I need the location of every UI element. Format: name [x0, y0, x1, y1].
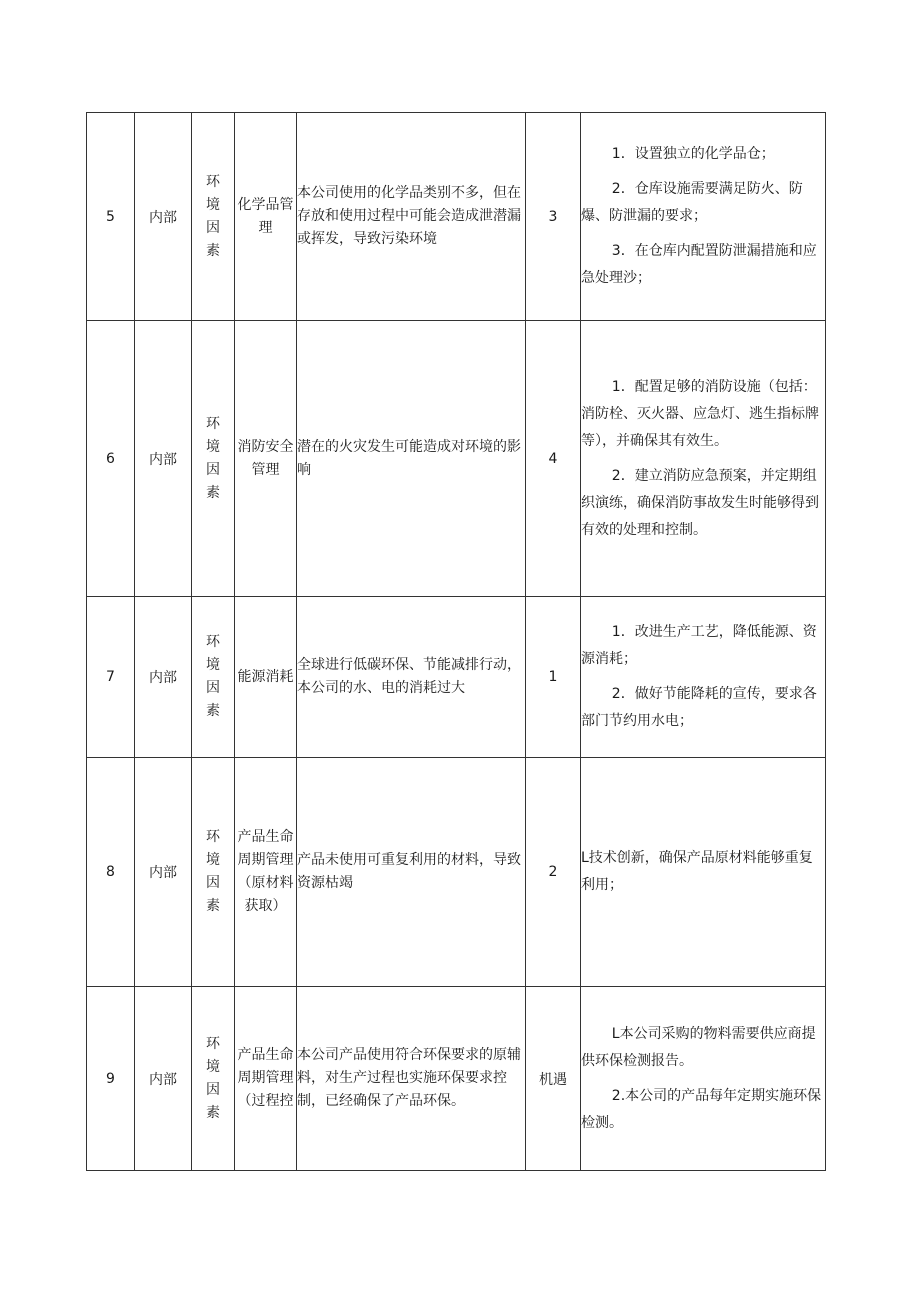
row-item: 产品生命周期管理（过程控: [235, 987, 297, 1171]
measure-item: 1．改进生产工艺，降低能源、资源消耗；: [581, 624, 817, 667]
row-number: 5: [87, 113, 135, 321]
measure-item: 2.本公司的产品每年定期实施环保检测。: [581, 1087, 822, 1131]
row-level: 机遇: [526, 987, 581, 1171]
row-item: 能源消耗: [235, 597, 297, 758]
row-scope: 内部: [135, 113, 192, 321]
row-description: 产品未使用可重复利用的材料，导致资源枯竭: [297, 758, 526, 987]
row-description: 本公司使用的化学品类别不多，但在存放和使用过程中可能会造成泄潜漏或挥发，导致污染环境: [297, 113, 526, 321]
table-row: [87, 987, 826, 1171]
row-number: 9: [87, 987, 135, 1171]
row-factor: 环 境 因 素: [192, 321, 235, 597]
measure-item: 1．配置足够的消防设施（包括：消防栓、灭火器、应急灯、逃生指标牌等），并确保其有效生。: [581, 378, 819, 449]
measure-item: 2．建立消防应急预案，并定期组织演练，确保消防事故发生时能够得到有效的处理和控制。: [581, 467, 819, 538]
row-item: 化学品管理: [235, 113, 297, 321]
row-factor: 环 境 因 素: [192, 758, 235, 987]
row-factor: 环 境 因 素: [192, 597, 235, 758]
measure-item: L技术创新，确保产品原材料能够重复利用；: [581, 850, 813, 893]
row-level: 1: [526, 597, 581, 758]
table-row: [87, 597, 826, 758]
row-description: 本公司产品使用符合环保要求的原辅料，对生产过程也实施环保要求控制，已经确保了产品环保。: [297, 987, 526, 1171]
row-measures: [581, 758, 826, 987]
row-measures: [581, 321, 826, 597]
row-scope: 内部: [135, 987, 192, 1171]
measure-item: 1．设置独立的化学品仓；: [611, 146, 775, 162]
row-level: 2: [526, 758, 581, 987]
row-number: 8: [87, 758, 135, 987]
row-scope: 内部: [135, 321, 192, 597]
row-item: 消防安全管理: [235, 321, 297, 597]
row-factor: 环 境 因 素: [192, 113, 235, 321]
table-row: [87, 321, 826, 597]
row-measures: [581, 113, 826, 321]
table-row: [87, 113, 826, 321]
row-description: 全球进行低碳环保、节能减排行动，本公司的水、电的消耗过大: [297, 597, 526, 758]
row-description: 潜在的火灾发生可能造成对环境的影响: [297, 321, 526, 597]
row-scope: 内部: [135, 597, 192, 758]
row-measures: [581, 597, 826, 758]
row-number: 6: [87, 321, 135, 597]
risk-table: [86, 112, 826, 1171]
row-level: 3: [526, 113, 581, 321]
table-row: [87, 758, 826, 987]
row-scope: 内部: [135, 758, 192, 987]
measure-item: L本公司采购的物料需要供应商提供环保检测报告。: [581, 1025, 816, 1069]
row-item: 产品生命周期管理（原材料获取）: [235, 758, 297, 987]
measure-item: 2．做好节能降耗的宣传，要求各部门节约用水电；: [581, 686, 817, 729]
measure-item: 3．在仓库内配置防泄漏措施和应急处理沙；: [581, 243, 817, 286]
row-number: 7: [87, 597, 135, 758]
measure-item: 2．仓库设施需要满足防火、防爆、防泄漏的要求；: [581, 181, 803, 224]
row-measures: [581, 987, 826, 1171]
row-level: 4: [526, 321, 581, 597]
row-factor: 环 境 因 素: [192, 987, 235, 1171]
